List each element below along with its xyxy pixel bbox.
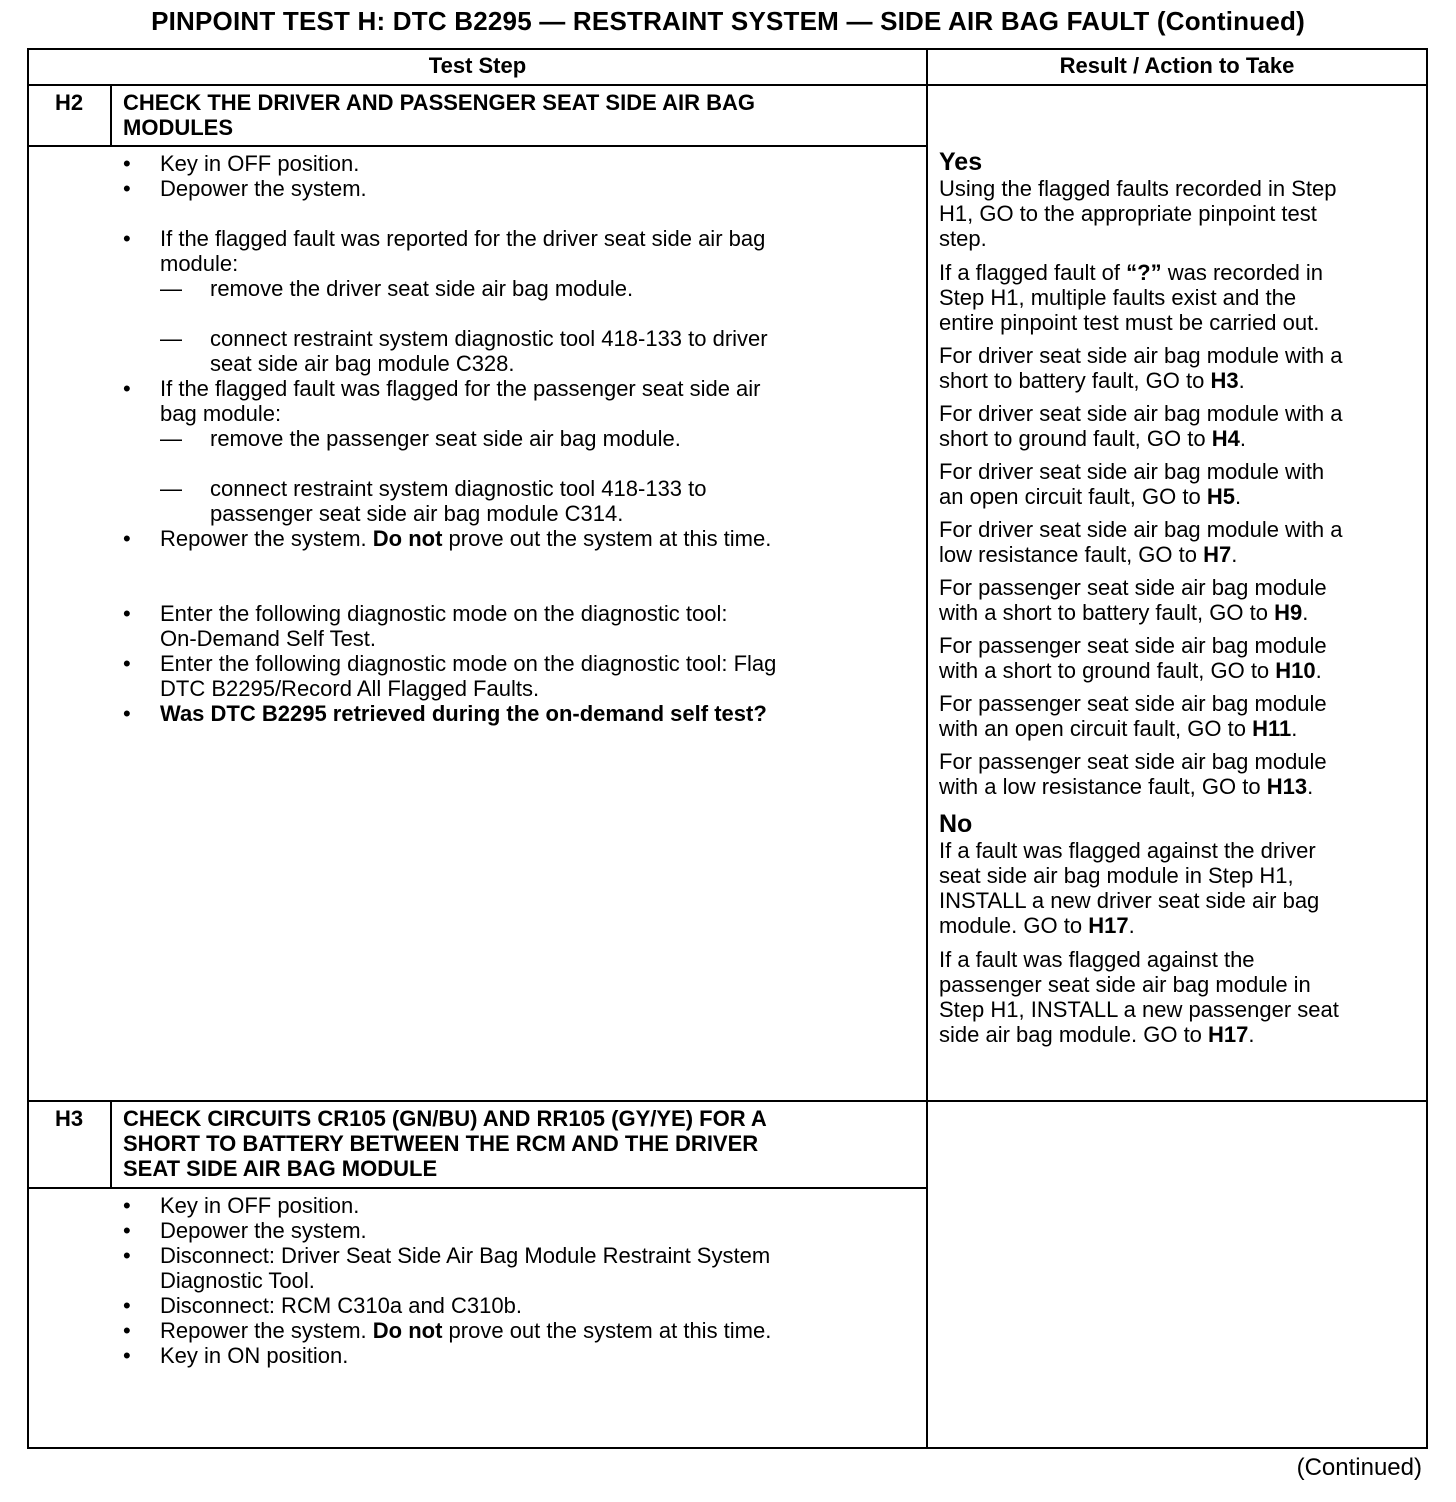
list-item: Enter the following diagnostic mode on the diagnostic tool: [160, 601, 728, 626]
text: short to battery fault, GO to [939, 368, 1205, 393]
text-line: For passenger seat side air bag module [939, 691, 1327, 716]
dash: — [160, 476, 182, 501]
step-title-line: MODULES [123, 115, 233, 140]
route-item [939, 459, 1421, 509]
step-title-line: SEAT SIDE AIR BAG MODULE [123, 1156, 438, 1181]
list-item: module: [160, 251, 239, 276]
text: side air bag module. GO to [939, 1022, 1202, 1047]
route-item [939, 343, 1421, 393]
step-title-line: SHORT TO BATTERY BETWEEN THE RCM AND THE DRIVER [123, 1131, 759, 1156]
route-item [939, 691, 1421, 741]
bullet: • [123, 1318, 131, 1343]
text-line: For passenger seat side air bag module [939, 749, 1327, 774]
list-item [160, 1318, 771, 1343]
emphasis: “?” [1126, 260, 1162, 285]
text-line: module. GO to H17. [939, 913, 1135, 938]
bullet: • [123, 701, 131, 726]
text: Repower the system. [160, 526, 367, 551]
goto-step: H13 [1266, 774, 1308, 799]
page-title: PINPOINT TEST H: DTC B2295 — RESTRAINT SYSTEM — SIDE AIR BAG FAULT (Continued) [151, 6, 1305, 36]
goto-step: H4 [1211, 426, 1240, 451]
dash: — [160, 326, 182, 351]
route-list [939, 343, 1421, 807]
text: with a short to ground fault, GO to [939, 658, 1270, 683]
goto-step: H7 [1203, 542, 1232, 567]
text-line: For driver seat side air bag module with a [939, 517, 1343, 542]
list-item: connect restraint system diagnostic tool 418-133 to driver [210, 326, 768, 351]
list-item: Depower the system. [160, 1218, 367, 1243]
step-title-h2 [123, 90, 913, 140]
list-item: DTC B2295/Record All Flagged Faults. [160, 676, 540, 701]
goto-step: H10 [1275, 658, 1316, 683]
list-item: Diagnostic Tool. [160, 1268, 315, 1293]
step-title-line: CHECK THE DRIVER AND PASSENGER SEAT SIDE AIR BAG [123, 90, 755, 115]
header-divider [27, 84, 1428, 86]
bullet: • [123, 1343, 131, 1368]
list-item: remove the driver seat side air bag module. [210, 276, 634, 301]
text-line: with a low resistance fault, GO to H13. [939, 774, 1314, 799]
route-item [939, 401, 1421, 451]
route-item [939, 633, 1421, 683]
text: short to ground fault, GO to [939, 426, 1206, 451]
list-item: Key in ON position. [160, 1343, 349, 1368]
goto-step: H5 [1206, 484, 1235, 509]
text-line: passenger seat side air bag module in [939, 972, 1311, 997]
step-id-h2: H2 [54, 90, 84, 115]
bullet: • [123, 1293, 131, 1318]
result-header: Result / Action to Take [1059, 53, 1295, 78]
h2-id-divider [110, 84, 112, 146]
text-line: an open circuit fault, GO to H5. [939, 484, 1242, 509]
list-item: seat side air bag module C328. [210, 351, 515, 376]
text-line: For driver seat side air bag module with a [939, 401, 1343, 426]
text-line: Step H1, INSTALL a new passenger seat [939, 997, 1339, 1022]
goto-step: H17 [1088, 913, 1129, 938]
dash: — [160, 426, 182, 451]
emphasis: Do not [372, 526, 443, 551]
test-step-header: Test Step [428, 53, 527, 78]
list-item: Enter the following diagnostic mode on the diagnostic tool: Flag [160, 651, 777, 676]
h3-id-divider [110, 1100, 112, 1188]
bullet: • [123, 1193, 131, 1218]
list-item: Depower the system. [160, 176, 367, 201]
bullet: • [123, 601, 131, 626]
dash: — [160, 276, 182, 301]
text-line [939, 260, 1421, 285]
emphasis: Do not [372, 1318, 443, 1343]
text-line: Using the flagged faults recorded in Step [939, 176, 1337, 201]
goto-step: H11 [1252, 716, 1292, 741]
goto-step: H3 [1210, 368, 1239, 393]
bullet: • [123, 651, 131, 676]
text: with an open circuit fault, GO to [939, 716, 1246, 741]
list-item: Key in OFF position. [160, 1193, 360, 1218]
column-divider [926, 48, 928, 1449]
text: was recorded in [1167, 260, 1324, 285]
bullet: • [123, 176, 131, 201]
text-line: with an open circuit fault, GO to H11. [939, 716, 1298, 741]
list-item: bag module: [160, 401, 282, 426]
h2-h3-divider [27, 1100, 1428, 1102]
text-line: Step H1, multiple faults exist and the [939, 285, 1297, 310]
bullet: • [123, 151, 131, 176]
bullet: • [123, 1218, 131, 1243]
route-item [939, 517, 1421, 567]
text-line: with a short to battery fault, GO to H9. [939, 600, 1309, 625]
text-line: INSTALL a new driver seat side air bag [939, 888, 1320, 913]
text-line: with a short to ground fault, GO to H10. [939, 658, 1322, 683]
text-line: seat side air bag module in Step H1, [939, 863, 1294, 888]
yes-text [939, 176, 1421, 335]
no-text [939, 838, 1421, 1047]
step-id-h3: H3 [54, 1106, 84, 1131]
text: with a short to battery fault, GO to [939, 600, 1268, 625]
h2-title-divider [27, 145, 927, 147]
text: prove out the system at this time. [448, 526, 772, 551]
route-item [939, 749, 1421, 799]
text-line: For passenger seat side air bag module [939, 633, 1327, 658]
text-line: short to battery fault, GO to H3. [939, 368, 1245, 393]
list-item [160, 526, 771, 551]
h3-title-divider [27, 1187, 927, 1189]
no-label: No [939, 810, 973, 838]
bullet: • [123, 226, 131, 251]
text-line: For driver seat side air bag module with a [939, 343, 1343, 368]
text-line: entire pinpoint test must be carried out. [939, 310, 1320, 335]
list-item: Key in OFF position. [160, 151, 360, 176]
list-item: passenger seat side air bag module C314. [210, 501, 624, 526]
yes-label: Yes [939, 148, 983, 176]
text-line: short to ground fault, GO to H4. [939, 426, 1246, 451]
bullet: • [123, 376, 131, 401]
question: Was DTC B2295 retrieved during the on-demand self test? [160, 701, 767, 726]
text: prove out the system at this time. [448, 1318, 772, 1343]
text-line: low resistance fault, GO to H7. [939, 542, 1238, 567]
bullet: • [123, 526, 131, 551]
text-line: If a fault was flagged against the driver [939, 838, 1316, 863]
goto-step: H17 [1208, 1022, 1249, 1047]
list-item: connect restraint system diagnostic tool 418-133 to [210, 476, 707, 501]
text: an open circuit fault, GO to [939, 484, 1201, 509]
text-line: If a fault was flagged against the [939, 947, 1255, 972]
list-item: remove the passenger seat side air bag module. [210, 426, 681, 451]
goto-step: H9 [1274, 600, 1303, 625]
list-item: If the flagged fault was flagged for the passenger seat side air [160, 376, 761, 401]
list-item: Disconnect: Driver Seat Side Air Bag Module Restraint System [160, 1243, 771, 1268]
text-line: For passenger seat side air bag module [939, 575, 1327, 600]
bullet: • [123, 1243, 131, 1268]
continued-label: (Continued) [1296, 1454, 1422, 1481]
text: module. GO to [939, 913, 1083, 938]
text: with a low resistance fault, GO to [939, 774, 1261, 799]
text-line: For driver seat side air bag module with [939, 459, 1325, 484]
list-item: Disconnect: RCM C310a and C310b. [160, 1293, 522, 1318]
text: Repower the system. [160, 1318, 367, 1343]
text: If a flagged fault of [939, 260, 1121, 285]
list-item: If the flagged fault was reported for the driver seat side air bag [160, 226, 766, 251]
text-line: step. [939, 226, 987, 251]
step-title-line: CHECK CIRCUITS CR105 (GN/BU) AND RR105 (GY/YE) FOR A [123, 1106, 767, 1131]
text-line: side air bag module. GO to H17. [939, 1022, 1255, 1047]
list-item: On-Demand Self Test. [160, 626, 377, 651]
step-title-h3 [123, 1106, 913, 1181]
text-line: H1, GO to the appropriate pinpoint test [939, 201, 1317, 226]
route-item [939, 575, 1421, 625]
text: low resistance fault, GO to [939, 542, 1197, 567]
